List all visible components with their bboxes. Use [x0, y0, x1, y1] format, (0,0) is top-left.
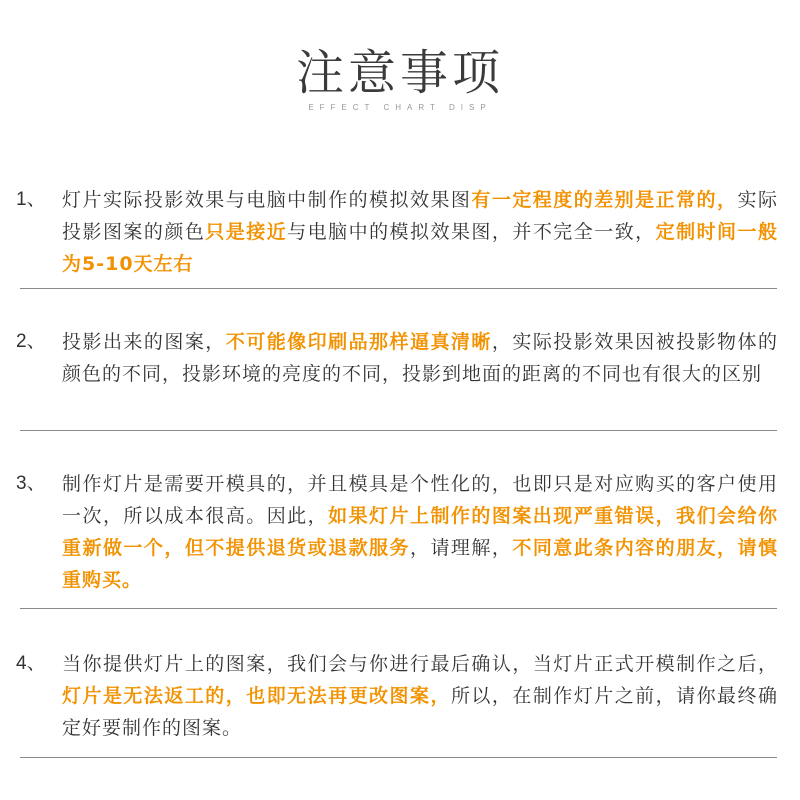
highlighted-text: 定制时间一般为5-10天左右 [62, 221, 778, 275]
divider [20, 430, 777, 431]
notice-number: 4、 [16, 653, 46, 674]
divider [20, 288, 777, 289]
page-subtitle: EFFECT CHART DISP [308, 103, 492, 112]
body-text: 所以，在制作灯片之前，请你最终确定好要制作的图案。 [62, 685, 778, 739]
body-text: 实际投影图案的颜色 [62, 189, 778, 243]
highlighted-text: 只是接近 [205, 221, 288, 243]
body-text: 投影出来的图案， [62, 331, 226, 353]
highlighted-text: 有一定程度的差别是正常的， [471, 189, 738, 211]
notice-text [62, 468, 778, 596]
highlighted-text: 如果灯片上制作的图案出现严重错误，我们会给你重新做一个，但不提供退货或退款服务 [62, 505, 778, 559]
body-text: ，请理解， [409, 537, 513, 559]
body-text: 制作灯片是需要开模具的，并且模具是个性化的，也即只是对应购买的客户使用一次，所以成本很高。因此， [62, 473, 778, 527]
highlighted-text: 不同意此条内容的朋友，请慎重购买。 [62, 537, 778, 591]
notice-number: 1、 [16, 189, 46, 210]
body-text: 当你提供灯片上的图案，我们会与你进行最后确认，当灯片正式开模制作之后， [62, 653, 778, 675]
notice-text [62, 326, 778, 390]
body-text: 灯片实际投影效果与电脑中制作的模拟效果图 [62, 189, 472, 211]
notice-number: 3、 [16, 473, 46, 494]
body-text: ，实际投影效果因被投影物体的颜色的不同，投影环境的亮度的不同，投影到地面的距离的不同也有很大的区别 [62, 331, 778, 385]
divider [20, 757, 777, 758]
notice-text [62, 648, 778, 744]
highlighted-text: 灯片是无法返工的，也即无法再更改图案， [62, 685, 451, 707]
page-title: 注意事项 [295, 45, 504, 101]
notice-text [62, 184, 778, 280]
highlighted-text: 不可能像印刷品那样逼真清晰 [225, 331, 492, 353]
divider [20, 608, 777, 609]
body-text: 与电脑中的模拟效果图，并不完全一致， [287, 221, 656, 243]
notice-number: 2、 [16, 331, 46, 352]
